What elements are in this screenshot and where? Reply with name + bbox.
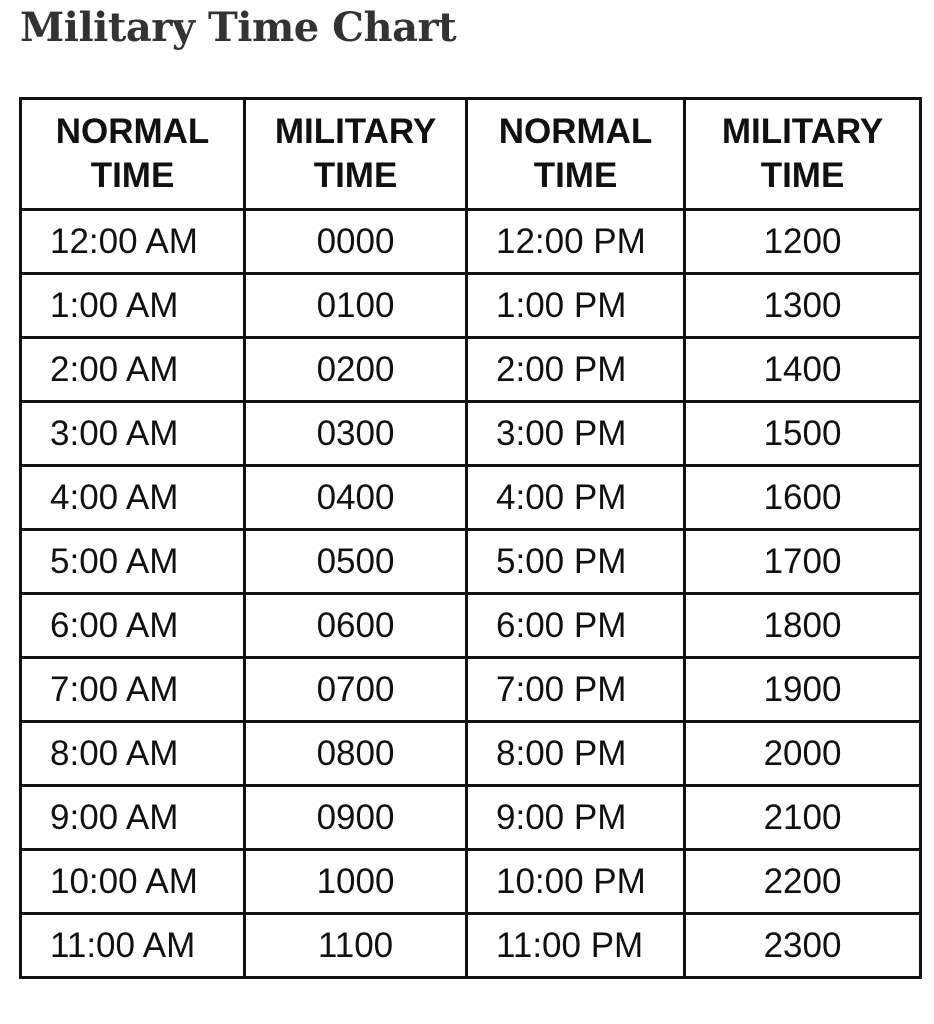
military-time-pm-cell: 2000 (685, 722, 921, 786)
military-time-am-cell: 0400 (245, 466, 467, 530)
military-time-pm-cell: 2300 (685, 914, 921, 978)
normal-time-pm-cell: 11:00 PM (467, 914, 685, 978)
table-row (21, 466, 921, 530)
military-time-pm-cell: 1300 (685, 274, 921, 338)
military-time-table (19, 97, 922, 979)
table-header-row (21, 99, 921, 210)
table-row (21, 914, 921, 978)
header-line: TIME (90, 156, 175, 195)
military-time-pm-cell: 1900 (685, 658, 921, 722)
normal-time-pm-cell: 1:00 PM (467, 274, 685, 338)
header-line: TIME (533, 156, 618, 195)
military-time-am-cell: 0700 (245, 658, 467, 722)
header-military-time-pm (685, 99, 921, 210)
header-line: TIME (313, 156, 398, 195)
normal-time-pm-cell: 10:00 PM (467, 850, 685, 914)
table-row (21, 338, 921, 402)
header-line: MILITARY (274, 112, 437, 151)
normal-time-pm-cell: 9:00 PM (467, 786, 685, 850)
normal-time-am-cell: 1:00 AM (21, 274, 245, 338)
military-time-pm-cell: 1800 (685, 594, 921, 658)
table-row (21, 786, 921, 850)
normal-time-am-cell: 4:00 AM (21, 466, 245, 530)
normal-time-am-cell: 10:00 AM (21, 850, 245, 914)
normal-time-am-cell: 6:00 AM (21, 594, 245, 658)
normal-time-am-cell: 3:00 AM (21, 402, 245, 466)
header-line: MILITARY (721, 112, 884, 151)
military-time-pm-cell: 2100 (685, 786, 921, 850)
normal-time-pm-cell: 8:00 PM (467, 722, 685, 786)
normal-time-pm-cell: 2:00 PM (467, 338, 685, 402)
military-time-am-cell: 0000 (245, 210, 467, 274)
military-time-pm-cell: 1500 (685, 402, 921, 466)
normal-time-pm-cell: 3:00 PM (467, 402, 685, 466)
table-row (21, 274, 921, 338)
military-time-am-cell: 0100 (245, 274, 467, 338)
page-title: Military Time Chart (20, 4, 457, 51)
military-time-am-cell: 0300 (245, 402, 467, 466)
normal-time-pm-cell: 6:00 PM (467, 594, 685, 658)
table-row (21, 594, 921, 658)
normal-time-am-cell: 12:00 AM (21, 210, 245, 274)
table-row (21, 850, 921, 914)
military-time-pm-cell: 1600 (685, 466, 921, 530)
military-time-am-cell: 0500 (245, 530, 467, 594)
normal-time-pm-cell: 5:00 PM (467, 530, 685, 594)
table-body (21, 210, 921, 978)
normal-time-am-cell: 11:00 AM (21, 914, 245, 978)
table-row (21, 658, 921, 722)
normal-time-am-cell: 9:00 AM (21, 786, 245, 850)
header-normal-time-pm (467, 99, 685, 210)
table-row (21, 722, 921, 786)
header-normal-time-am (21, 99, 245, 210)
header-line: NORMAL (498, 112, 653, 151)
military-time-am-cell: 0200 (245, 338, 467, 402)
military-time-pm-cell: 1200 (685, 210, 921, 274)
military-time-pm-cell: 2200 (685, 850, 921, 914)
header-line: NORMAL (55, 112, 210, 151)
military-time-am-cell: 1000 (245, 850, 467, 914)
header-military-time-am (245, 99, 467, 210)
normal-time-pm-cell: 4:00 PM (467, 466, 685, 530)
military-time-am-cell: 1100 (245, 914, 467, 978)
normal-time-am-cell: 2:00 AM (21, 338, 245, 402)
table-row (21, 402, 921, 466)
military-time-pm-cell: 1400 (685, 338, 921, 402)
military-time-am-cell: 0600 (245, 594, 467, 658)
normal-time-pm-cell: 7:00 PM (467, 658, 685, 722)
header-line: TIME (760, 156, 845, 195)
table-row (21, 210, 921, 274)
military-time-am-cell: 0800 (245, 722, 467, 786)
normal-time-am-cell: 7:00 AM (21, 658, 245, 722)
normal-time-am-cell: 5:00 AM (21, 530, 245, 594)
normal-time-pm-cell: 12:00 PM (467, 210, 685, 274)
table-row (21, 530, 921, 594)
normal-time-am-cell: 8:00 AM (21, 722, 245, 786)
military-time-pm-cell: 1700 (685, 530, 921, 594)
military-time-am-cell: 0900 (245, 786, 467, 850)
